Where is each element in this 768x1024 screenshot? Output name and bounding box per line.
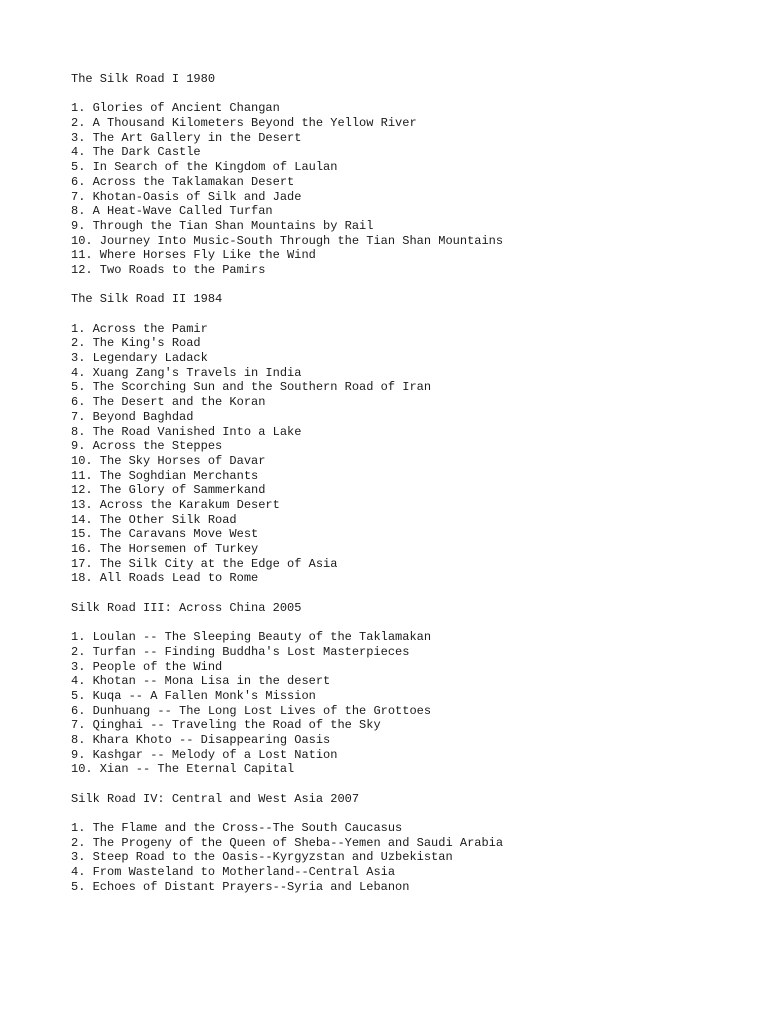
list-item: 16. The Horsemen of Turkey	[71, 542, 259, 556]
section-heading: The Silk Road I 1980	[71, 72, 216, 86]
list-item: 15. The Caravans Move West	[71, 527, 259, 542]
list-item: 8. The Road Vanished Into a Lake	[71, 424, 302, 439]
list-item: 4. The Dark Castle	[71, 145, 201, 160]
list-item: 10. The Sky Horses of Davar	[71, 453, 266, 468]
list-item: 2. The Progeny of the Queen of Sheba--Yemen and Saudi Arabia	[71, 835, 504, 850]
section-silk-road-2	[71, 292, 751, 586]
list-item: 17. The Silk City at the Edge of Asia	[71, 556, 338, 571]
list-item: 12. Two Roads to the Pamirs	[71, 262, 266, 277]
list-item: 4. Xuang Zang's Travels in India	[71, 365, 302, 380]
list-item: 7. Khotan-Oasis of Silk and Jade	[71, 189, 302, 204]
episode-list	[71, 821, 751, 894]
section-silk-road-1	[71, 72, 751, 278]
section-silk-road-4	[71, 792, 751, 895]
list-item: 5. Echoes of Distant Prayers--Syria and Lebanon	[71, 879, 410, 894]
list-item: 5. The Scorching Sun and the Southern Road of Iran	[71, 380, 432, 395]
list-item: 9. Kashgar -- Melody of a Lost Nation	[71, 747, 338, 762]
list-item: 7. Qinghai -- Traveling the Road of the Sky	[71, 718, 381, 733]
list-item: 7. Beyond Baghdad	[71, 409, 194, 424]
episode-list	[71, 630, 751, 777]
list-item: 11. The Soghdian Merchants	[71, 468, 259, 483]
list-item: 5. In Search of the Kingdom of Laulan	[71, 160, 338, 175]
list-item: 5. Kuqa -- A Fallen Monk's Mission	[71, 688, 316, 703]
list-item: 11. Where Horses Fly Like the Wind	[71, 248, 316, 263]
list-item: 1. The Flame and the Cross--The South Caucasus	[71, 821, 403, 836]
list-item: 18. All Roads Lead to Rome	[71, 571, 259, 586]
list-item: 6. Dunhuang -- The Long Lost Lives of the Grottoes	[71, 703, 432, 718]
section-heading: The Silk Road II 1984	[71, 292, 223, 307]
list-item: 3. People of the Wind	[71, 659, 223, 674]
list-item: 9. Across the Steppes	[71, 439, 223, 454]
list-item: 4. From Wasteland to Motherland--Central Asia	[71, 865, 396, 880]
list-item: 1. Glories of Ancient Changan	[71, 101, 280, 116]
list-item: 3. The Art Gallery in the Desert	[71, 130, 302, 145]
section-silk-road-3	[71, 601, 751, 777]
list-item: 8. A Heat-Wave Called Turfan	[71, 204, 273, 219]
list-item: 1. Across the Pamir	[71, 321, 208, 336]
list-item: 6. Across the Taklamakan Desert	[71, 174, 295, 189]
list-item: 6. The Desert and the Koran	[71, 395, 266, 410]
list-item: 3. Legendary Ladack	[71, 351, 208, 366]
list-item: 2. The King's Road	[71, 336, 201, 351]
list-item: 2. Turfan -- Finding Buddha's Lost Masterpieces	[71, 644, 410, 659]
list-item: 3. Steep Road to the Oasis--Kyrgyzstan and Uzbekistan	[71, 850, 453, 865]
episode-list	[71, 322, 751, 586]
list-item: 12. The Glory of Sammerkand	[71, 483, 266, 498]
list-item: 2. A Thousand Kilometers Beyond the Yellow River	[71, 116, 417, 131]
list-item: 14. The Other Silk Road	[71, 512, 237, 527]
episode-list	[71, 101, 751, 277]
list-item: 9. Through the Tian Shan Mountains by Rail	[71, 218, 374, 233]
list-item: 4. Khotan -- Mona Lisa in the desert	[71, 674, 331, 689]
section-heading: Silk Road IV: Central and West Asia 2007	[71, 791, 360, 806]
list-item: 10. Xian -- The Eternal Capital	[71, 762, 295, 777]
list-item: 13. Across the Karakum Desert	[71, 497, 280, 512]
section-heading: Silk Road III: Across China 2005	[71, 600, 302, 615]
list-item: 8. Khara Khoto -- Disappearing Oasis	[71, 732, 331, 747]
document-page	[71, 72, 751, 895]
list-item: 1. Loulan -- The Sleeping Beauty of the Taklamakan	[71, 630, 432, 645]
list-item: 10. Journey Into Music-South Through the Tian Shan Mountains	[71, 233, 504, 248]
